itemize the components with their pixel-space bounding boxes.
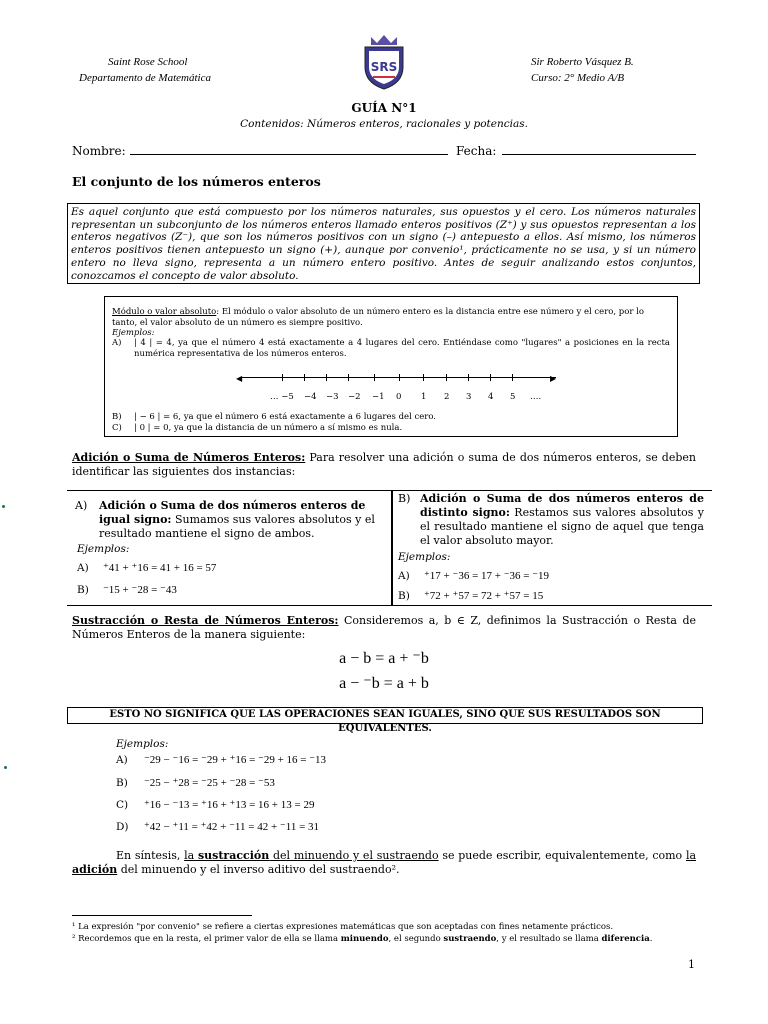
contents-subtitle: Contenidos: Números enteros, racionales y potencias. bbox=[240, 118, 528, 130]
number-line-label: 1 bbox=[421, 392, 427, 402]
modulo-heading: Módulo o valor absoluto bbox=[112, 307, 217, 317]
synthesis-paragraph bbox=[72, 849, 696, 876]
number-line-label: 4 bbox=[488, 392, 494, 402]
name-field[interactable] bbox=[130, 154, 448, 155]
fn-text: . bbox=[649, 934, 653, 944]
adicion-left-ejemplos: Ejemplos: bbox=[77, 543, 130, 555]
scan-dot bbox=[4, 766, 7, 769]
fn-text: , el segundo bbox=[388, 934, 444, 944]
modulo-c-text: | 0 | = 0, ya que la distancia de un número a sí mismo es nula. bbox=[134, 422, 403, 433]
section-title: El conjunto de los números enteros bbox=[72, 174, 321, 189]
ex-label: D) bbox=[116, 821, 129, 833]
synthesis-u: la bbox=[184, 849, 198, 862]
modulo-text: : El módulo o valor absoluto de un número entero es la distancia entre ese número y el cero, por lo tanto, el valor absoluto de un número es siempre positivo. bbox=[112, 307, 644, 328]
sustraccion-intro bbox=[72, 614, 696, 641]
date-field[interactable] bbox=[502, 154, 696, 155]
sustraccion-ex-c bbox=[116, 798, 314, 811]
synthesis-text: En síntesis, bbox=[116, 849, 185, 862]
number-line-label: 5 bbox=[510, 392, 516, 402]
ex-label: A) bbox=[116, 754, 128, 766]
number-line-label: −1 bbox=[372, 392, 385, 402]
adicion-table bbox=[67, 490, 712, 606]
sustraccion-ex-d bbox=[116, 820, 319, 833]
number-line-label: 2 bbox=[444, 392, 450, 402]
intro-box bbox=[67, 203, 700, 284]
modulo-a-label: A) bbox=[112, 338, 122, 348]
ex-expr: ⁺16 − ⁻13 = ⁺16 + ⁺13 = 16 + 13 = 29 bbox=[144, 799, 315, 811]
page-title: GUÍA N°1 bbox=[351, 101, 417, 115]
synthesis-text: se puede escribir, equivalentemente, como bbox=[438, 849, 686, 862]
footnote-1: ¹ La expresión "por convenio" se refiere a ciertas expresiones matemáticas que son aceptadas con fines netamente prácticos. bbox=[72, 922, 614, 932]
number-line-label: −4 bbox=[304, 392, 317, 402]
number-line-label: −2 bbox=[348, 392, 361, 402]
ex-expr: ⁻15 + ⁻28 = ⁻43 bbox=[103, 584, 177, 596]
ex-expr: ⁺72 + ⁺57 = 72 + ⁺57 = 15 bbox=[424, 590, 544, 602]
synthesis-adicion: adición bbox=[72, 862, 118, 876]
adicion-right-ex-a bbox=[398, 569, 549, 582]
fn-sustraendo: sustraendo bbox=[443, 934, 497, 944]
date-label: Fecha: bbox=[456, 144, 497, 158]
ex-expr: ⁻29 − ⁻16 = ⁻29 + ⁺16 = ⁻29 + 16 = ⁻13 bbox=[144, 754, 327, 766]
modulo-c-label: C) bbox=[112, 422, 122, 433]
synthesis-u: la bbox=[685, 849, 697, 862]
ex-expr: ⁻25 − ⁺28 = ⁻25 + ⁻28 = ⁻53 bbox=[144, 777, 275, 789]
adicion-text: Para resolver una adición o suma de dos números enteros, se deben identificar las siguientes dos instancias: bbox=[72, 451, 696, 478]
footnote-separator bbox=[72, 915, 252, 916]
ex-label: B) bbox=[398, 590, 410, 602]
ex-expr: ⁺41 + ⁺16 = 41 + 16 = 57 bbox=[103, 562, 217, 574]
number-line: ◀ ▶ … −5 −4 −3 −2 −1 0 1 2 3 4 5 …. bbox=[236, 373, 557, 402]
adicion-intro bbox=[72, 451, 696, 478]
adicion-right-ex-b bbox=[398, 589, 543, 602]
adicion-left-title: Adición o Suma de dos números enteros de igual signo: bbox=[99, 499, 366, 526]
department-name: Departamento de Matemática bbox=[79, 72, 211, 84]
ex-label: A) bbox=[398, 570, 410, 582]
sustraccion-ex-b bbox=[116, 776, 275, 789]
adicion-right-text: Restamos sus valores absolutos y el resultado mantiene el signo de aquel que tenga el valor absoluto mayor. bbox=[420, 506, 705, 547]
synthesis-sustraccion: sustracción bbox=[197, 849, 270, 862]
school-logo bbox=[361, 33, 407, 91]
fn-text: , y el resultado se llama bbox=[496, 934, 602, 944]
ex-label: B) bbox=[77, 584, 89, 596]
ex-expr: ⁺42 − ⁺11 = ⁺42 + ⁻11 = 42 + ⁻11 = 31 bbox=[144, 821, 320, 833]
fn-text: ² Recordemos que en la resta, el primer valor de ella se llama bbox=[72, 934, 341, 944]
formula-1: a − b = a + ⁻b bbox=[339, 650, 429, 667]
adicion-left-ex-b bbox=[77, 583, 177, 596]
school-name: Saint Rose School bbox=[108, 56, 188, 68]
formula-2: a − ⁻b = a + b bbox=[339, 675, 429, 692]
fn-diferencia: diferencia bbox=[601, 934, 650, 944]
scan-dot bbox=[2, 505, 5, 508]
number-line-label: 0 bbox=[396, 392, 402, 402]
adicion-right-title: Adición o Suma de dos números enteros de distinto signo: bbox=[420, 492, 704, 519]
modulo-b-text: | − 6 | = 6, ya que el número 6 está exactamente a 6 lugares del cero. bbox=[134, 412, 436, 422]
number-line-label: …. bbox=[530, 392, 542, 402]
page-number: 1 bbox=[688, 958, 695, 971]
sustraccion-heading: Sustracción o Resta de Números Enteros: bbox=[72, 614, 339, 627]
course-label: Curso: 2° Medio A/B bbox=[531, 72, 625, 84]
footnote-2 bbox=[72, 934, 696, 945]
modulo-b-label: B) bbox=[112, 412, 122, 422]
modulo-a-text: | 4 | = 4, ya que el número 4 está exactamente a 4 lugares del cero. Entiéndase como "lugares" a posiciones en la recta numérica representativa de los números enteros. bbox=[134, 338, 670, 359]
number-line-label: −3 bbox=[326, 392, 339, 402]
ex-label: B) bbox=[116, 777, 128, 789]
intro-text: Es aquel conjunto que está compuesto por los números naturales, sus opuestos y el cero. Los números naturales representan un subconjunto de los números enteros llamado enteros positivos (Z⁺) y sus opuestos representan a los enteros negativos (Z⁻), que son los números positivos con un signo (–) antepuesto a ellos. Así mismo, los números enteros positivos tienen antepuesto un signo (+), aunque por convenio¹, prácticamente no se usa, y si un número entero no lleva signo, representa a un número entero positivo. Antes de seguir analizando estos conjuntos, conozcamos el concepto de valor absoluto. bbox=[71, 206, 696, 282]
adicion-left-ex-a bbox=[77, 561, 216, 574]
number-line-label: … −5 bbox=[270, 392, 294, 402]
note-box: ESTO NO SIGNIFICA QUE LAS OPERACIONES SEAN IGUALES, SINO QUE SUS RESULTADOS SON EQUIVALENTES. bbox=[67, 707, 703, 724]
sustraccion-ex-a bbox=[116, 753, 326, 766]
synthesis-u: del minuendo y el sustraendo bbox=[269, 849, 439, 862]
modulo-ejemplos: Ejemplos: bbox=[112, 328, 155, 338]
number-line-label: 3 bbox=[466, 392, 472, 402]
adicion-right-ejemplos: Ejemplos: bbox=[398, 551, 451, 563]
sustraccion-ejemplos: Ejemplos: bbox=[116, 738, 169, 750]
adicion-left-label: A) bbox=[75, 499, 88, 512]
adicion-left-text: Sumamos sus valores absolutos y el resultado mantiene el signo de ambos. bbox=[99, 513, 375, 540]
adicion-right-label: B) bbox=[398, 492, 411, 505]
modulo-box bbox=[104, 296, 678, 437]
ex-label: C) bbox=[116, 799, 129, 811]
synthesis-text: del minuendo y el inverso aditivo del sustraendo². bbox=[117, 862, 400, 876]
name-label: Nombre: bbox=[72, 144, 126, 158]
ex-label: A) bbox=[77, 562, 89, 574]
adicion-heading: Adición o Suma de Números Enteros: bbox=[72, 451, 306, 464]
teacher-name: Sir Roberto Vásquez B. bbox=[531, 56, 634, 68]
sustraccion-text: Consideremos a, b ∈ Z, definimos la Sustracción o Resta de Números Enteros de la manera siguiente: bbox=[72, 614, 696, 641]
ex-expr: ⁺17 + ⁻36 = 17 + ⁻36 = ⁻19 bbox=[424, 570, 550, 582]
fn-minuendo: minuendo bbox=[340, 934, 389, 944]
logo-letters: SRS bbox=[370, 60, 398, 74]
